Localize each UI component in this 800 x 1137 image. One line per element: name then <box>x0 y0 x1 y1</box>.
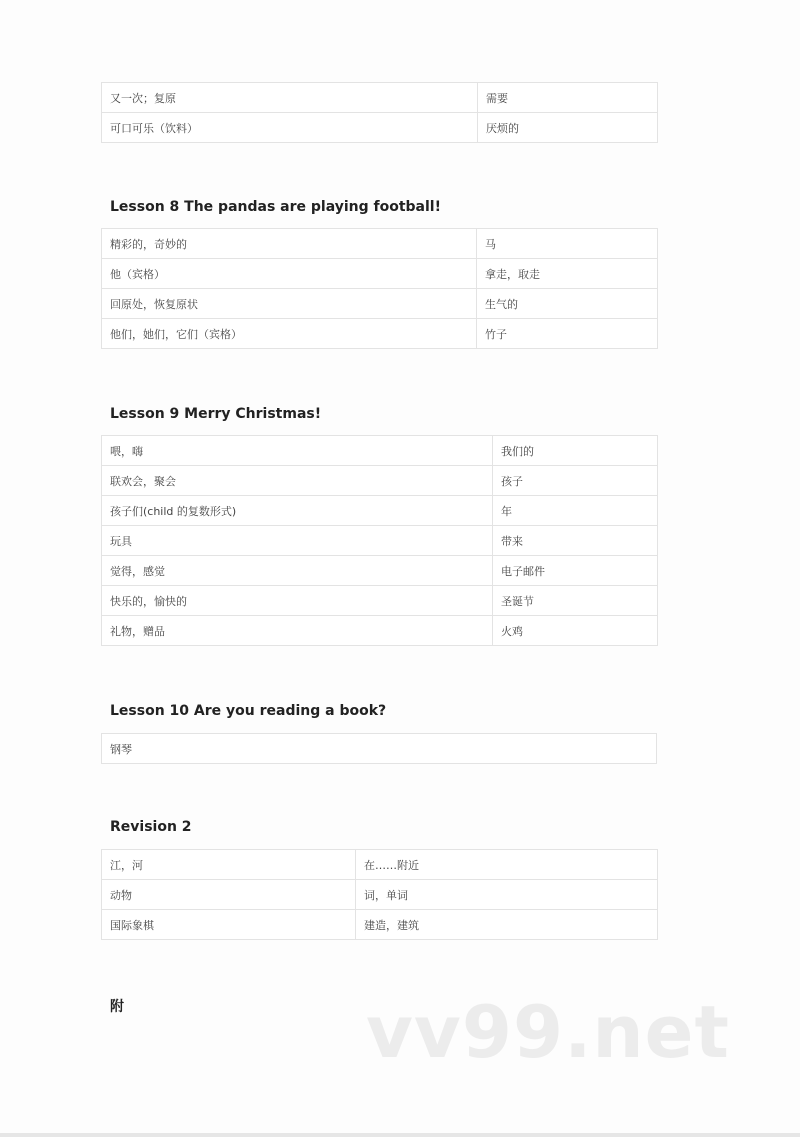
vocab-cell-left: 觉得，感觉 <box>102 556 493 586</box>
vocab-cell-left: 江，河 <box>102 850 356 880</box>
vocab-cell-right: 竹子 <box>477 319 658 349</box>
vocab-row <box>102 113 658 143</box>
vocab-cell-right: 年 <box>493 496 658 526</box>
vocab-row <box>102 850 658 880</box>
vocab-table-lesson-8 <box>101 228 658 349</box>
vocab-cell-right: 厌烦的 <box>478 113 658 143</box>
vocab-cell-left: 孩子们(child 的复数形式) <box>102 496 493 526</box>
vocab-cell-right: 在……附近 <box>356 850 658 880</box>
vocab-row <box>102 436 658 466</box>
revision-2-heading: Revision 2 <box>110 819 192 835</box>
vocab-table-revision-2 <box>101 849 658 940</box>
vocab-cell-right: 建造，建筑 <box>356 910 658 940</box>
vocab-cell-left: 又一次；复原 <box>102 83 478 113</box>
vocab-row <box>102 466 658 496</box>
vocab-cell-right: 马 <box>477 229 658 259</box>
vocab-cell-right: 需要 <box>478 83 658 113</box>
vocab-table-lesson-10 <box>101 733 657 764</box>
vocab-row <box>102 734 657 764</box>
page-bottom-edge <box>0 1133 800 1137</box>
vocab-cell-right: 我们的 <box>493 436 658 466</box>
vocab-cell-right: 火鸡 <box>493 616 658 646</box>
vocab-cell-right: 圣诞节 <box>493 586 658 616</box>
vocab-cell-left: 国际象棋 <box>102 910 356 940</box>
vocab-cell-left: 动物 <box>102 880 356 910</box>
watermark-text: vv99.net <box>366 990 730 1074</box>
vocab-cell-right: 拿走，取走 <box>477 259 658 289</box>
vocab-cell-right: 生气的 <box>477 289 658 319</box>
vocab-cell-left: 礼物，赠品 <box>102 616 493 646</box>
vocab-row <box>102 83 658 113</box>
vocab-cell-right: 词，单词 <box>356 880 658 910</box>
lesson-10-heading: Lesson 10 Are you reading a book? <box>110 703 387 719</box>
vocab-cell-left: 精彩的，奇妙的 <box>102 229 477 259</box>
lesson-8-heading: Lesson 8 The pandas are playing football! <box>110 199 441 215</box>
vocab-cell-left: 他们，她们，它们（宾格） <box>102 319 477 349</box>
appendix-heading: 附 <box>110 999 124 1015</box>
vocab-cell-right: 带来 <box>493 526 658 556</box>
vocab-cell-left: 玩具 <box>102 526 493 556</box>
lesson-9-heading: Lesson 9 Merry Christmas! <box>110 406 322 422</box>
vocab-cell-right: 孩子 <box>493 466 658 496</box>
vocab-row <box>102 910 658 940</box>
vocab-table-top <box>101 82 658 143</box>
vocab-cell-left: 他（宾格） <box>102 259 477 289</box>
vocab-row <box>102 289 658 319</box>
vocab-row <box>102 259 658 289</box>
vocab-row <box>102 616 658 646</box>
vocab-row <box>102 319 658 349</box>
vocab-cell-left: 回原处，恢复原状 <box>102 289 477 319</box>
vocab-row <box>102 229 658 259</box>
vocab-cell-left: 快乐的，愉快的 <box>102 586 493 616</box>
vocab-cell-right: 电子邮件 <box>493 556 658 586</box>
vocab-cell-left: 钢琴 <box>102 734 657 764</box>
vocab-row <box>102 526 658 556</box>
vocab-cell-left: 联欢会，聚会 <box>102 466 493 496</box>
vocab-row <box>102 880 658 910</box>
vocab-cell-left: 可口可乐（饮料） <box>102 113 478 143</box>
vocab-row <box>102 586 658 616</box>
vocab-cell-left: 喂，嗨 <box>102 436 493 466</box>
vocab-row <box>102 496 658 526</box>
vocab-row <box>102 556 658 586</box>
vocab-table-lesson-9 <box>101 435 658 646</box>
